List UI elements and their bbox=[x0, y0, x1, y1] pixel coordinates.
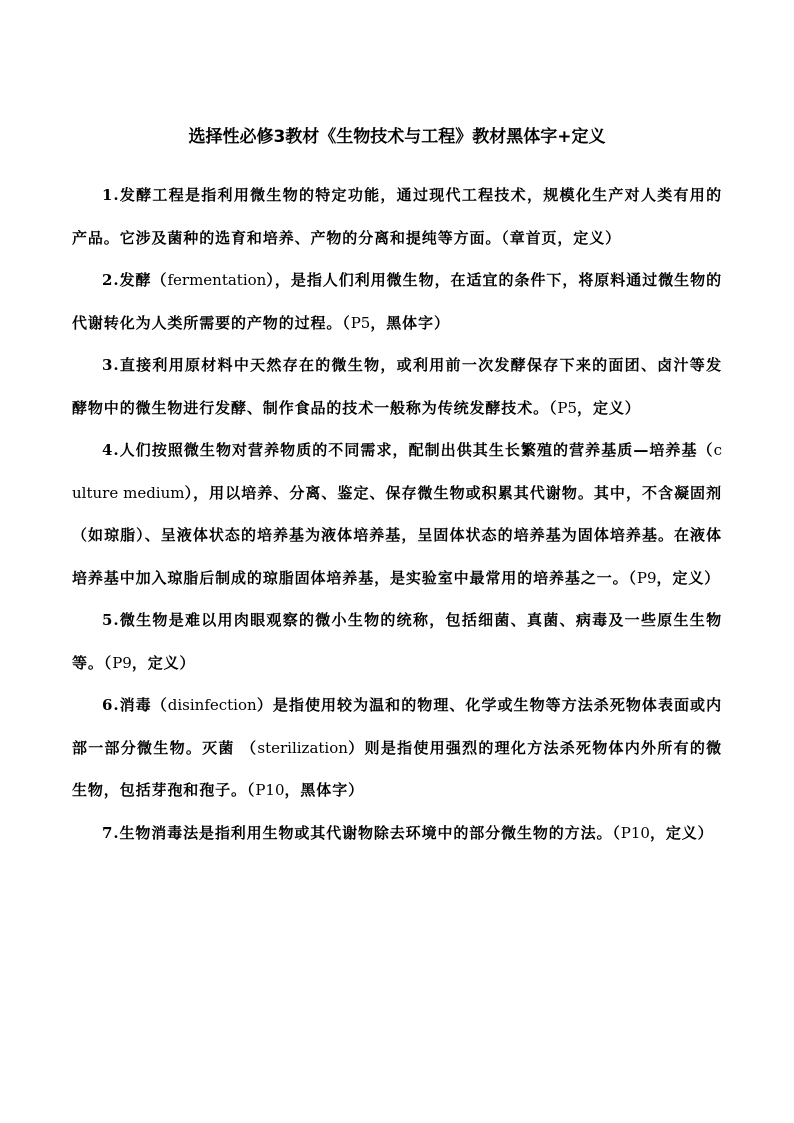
page-reference: P9 bbox=[636, 568, 657, 587]
paragraph-text: ），是指人们利用微生物，在适宜的条件下，将原料通过微生物的代谢转化为人类所需要的产物的过程。（ bbox=[72, 271, 723, 332]
paragraph-text: 人们按照微生物对营养物质的不同需求，配制出供其生长繁殖的营养基质—培养基（ bbox=[119, 441, 714, 459]
document-title: 选择性必修3教材《生物技术与工程》教材黑体字+定义 bbox=[188, 127, 606, 147]
paragraph-number: 7. bbox=[102, 823, 120, 842]
paragraph-text: ，定义） bbox=[577, 398, 641, 417]
paragraph-6 bbox=[72, 684, 722, 812]
paragraph-text: 微生物是难以用肉眼观察的微小生物的统称，包括细菌、真菌、病毒及一些原生生物等。（ bbox=[72, 611, 722, 672]
paragraph-text: 生物消毒法是指利用生物或其代谢物除去环境中的部分微生物的方法。（ bbox=[119, 823, 621, 842]
paragraph-number: 6. bbox=[102, 696, 120, 714]
paragraph-number: 3. bbox=[102, 356, 120, 374]
paragraph-text: ），用以培养、分离、鉴定、保存微生物或积累其代谢物。其中，不含凝固剂（如琼脂）、呈液体状态的培养基为液体培养基，呈固体状态的培养基为固体培养基。在液体培养基中加入琼脂后制成的琼脂固体培养基，是实验室中最常用的培养基之一。（ bbox=[72, 483, 722, 587]
english-term: disinfection bbox=[167, 696, 257, 714]
english-term: fermentation bbox=[167, 271, 267, 289]
paragraph-text: ，黑体字） bbox=[370, 313, 450, 332]
paragraph-number: 5. bbox=[102, 611, 120, 629]
english-term: culture medium bbox=[72, 441, 722, 502]
document-body bbox=[72, 174, 722, 854]
paragraph-number: 1. bbox=[102, 186, 120, 204]
english-term: sterilization bbox=[257, 738, 348, 757]
paragraph-number: 4. bbox=[102, 441, 120, 459]
paragraph-text: 发酵工程是指利用微生物的特定功能，通过现代工程技术，规模化生产对人类有用的产品。它涉及菌种的选育和培养、产物的分离和提纯等方面。（章首页，定义） bbox=[72, 186, 722, 247]
paragraph-text: ，黑体字） bbox=[284, 781, 365, 799]
paragraph-text: ）是指使用较为温和的物理、化学或生物等方法杀死物体表面或内部一部分微生物。灭菌 （ bbox=[72, 696, 723, 757]
paragraph-number: 2. bbox=[102, 271, 120, 289]
paragraph-5 bbox=[72, 599, 722, 684]
paragraph-text: ，定义） bbox=[656, 568, 721, 587]
paragraph-1 bbox=[72, 174, 722, 259]
page-reference: P5 bbox=[350, 313, 371, 332]
page-reference: P10 bbox=[255, 781, 285, 799]
paragraph-4 bbox=[72, 429, 722, 599]
page-reference: P9 bbox=[112, 653, 132, 672]
paragraph-text: ，定义） bbox=[649, 823, 714, 842]
paragraph-text: 消毒（ bbox=[119, 696, 168, 714]
paragraph-text: 发酵（ bbox=[119, 271, 168, 289]
page-reference: P5 bbox=[557, 398, 578, 417]
paragraph-text: 直接利用原材料中天然存在的微生物，或利用前一次发酵保存下来的面团、卤汁等发酵物中的微生物进行发酵、制作食品的技术一般称为传统发酵技术。（ bbox=[72, 356, 722, 417]
paragraph-text: ，定义） bbox=[131, 653, 196, 672]
paragraph-3 bbox=[72, 344, 722, 429]
paragraph-2 bbox=[72, 259, 722, 344]
page-reference: P10 bbox=[620, 823, 650, 842]
paragraph-7 bbox=[72, 812, 722, 855]
paragraph-text: ）则是指使用强烈的理化方法杀死物体内外所有的微生物，包括芽孢和孢子。（ bbox=[72, 738, 722, 799]
